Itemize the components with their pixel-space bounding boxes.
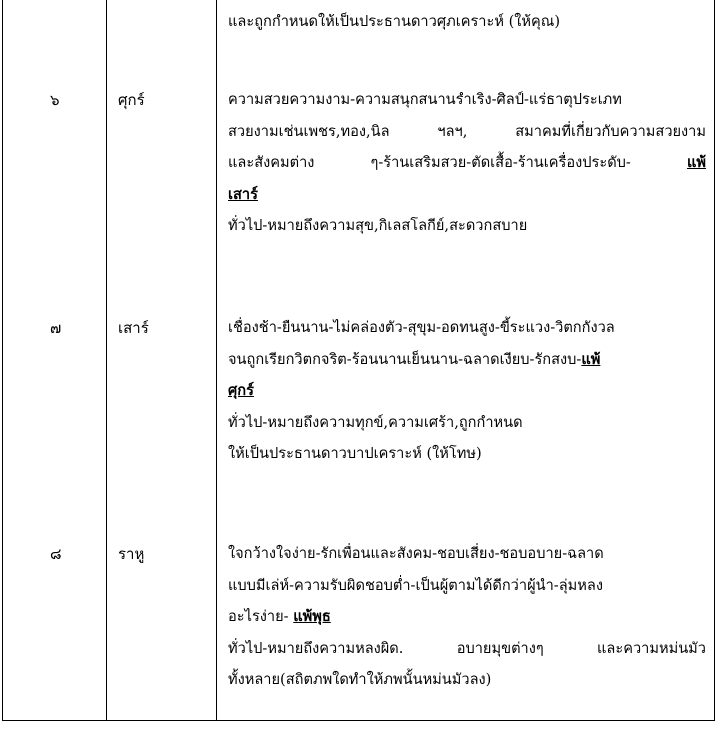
description-line: และสังคมต่าง ๆ-ร้านเสริมสวย-ตัดเสื้อ-ร้านเครื่องประดับ- แพ้	[228, 154, 707, 171]
planet-name: เสาร์	[118, 319, 149, 337]
description-line: และถูกกำหนดให้เป็นประธานดาวศุภเคราะห์ (ให้คุณ)	[228, 13, 561, 30]
planet-name: ราหู	[118, 545, 145, 563]
row-number: ๗	[50, 319, 62, 337]
description-line: ใจกว้างใจง่าย-รักเพื่อนและสังคม-ชอบเสี่ยง-ชอบอบาย-ฉลาด	[228, 545, 604, 562]
column-divider	[106, 0, 107, 721]
description-cell	[228, 6, 706, 38]
general-meaning: ให้เป็นประธานดาวบาปเคราะห์ (ให้โทษ)	[228, 445, 482, 462]
enemy-planet: ศุกร์	[228, 382, 254, 399]
description-line: เชื่องช้า-ยืนนาน-ไม่คล่องตัว-สุขุม-อดทนสูง-ขี้ระแวง-วิตกกังวล	[228, 319, 615, 336]
description-line: แบบมีเล่ห์-ความรับผิดชอบต่ำ-เป็นผู้ตามได้ดีกว่าผู้นำ-ลุ่มหลง	[228, 576, 603, 594]
row-number: ๖	[50, 91, 60, 109]
description-cell	[228, 84, 706, 242]
enemy-planet: แพ้พุธ	[293, 608, 331, 625]
general-meaning: ทั่วไป-หมายถึงความสุข,กิเลสโลกีย์,สะดวกสบาย	[228, 217, 528, 234]
description-line	[228, 375, 706, 407]
enemy-planet: แพ้	[686, 154, 707, 171]
general-meaning: ทั้งหลาย(สถิตภพใดทำให้ภพนั้นหม่นมัวลง)	[228, 671, 492, 688]
description-cell	[228, 538, 706, 696]
enemy-planet: เสาร์	[228, 185, 258, 203]
row-number: ๘	[50, 545, 62, 563]
enemy-planet: แพ้	[581, 350, 601, 368]
planet-name: ศุกร์	[118, 91, 145, 109]
description-line: อะไรง่าย- แพ้พุธ	[228, 608, 331, 625]
general-meaning: ทั่วไป-หมายถึงความทุกข์,ความเศร้า,ถูกกำหนด	[228, 413, 523, 431]
description-line: สวยงามเช่นเพชร,ทอง,นิล ฯลฯ, สมาคมที่เกี่ยวกับความสวยงาม	[228, 122, 706, 140]
description-line: จนถูกเรียกวิตกจริต-ร้อนนานเย็นนาน-ฉลาดเงียบ-รักสงบ-แพ้	[228, 350, 601, 368]
general-meaning: ทั่วไป-หมายถึงความหลงผิด. อบายมุขต่างๆ และความหม่นมัว	[228, 639, 706, 657]
description-cell	[228, 312, 706, 470]
description-line	[228, 179, 706, 211]
description-line: ความสวยความงาม-ความสนุกสนานรำเริง-ศิลป์-แร่ธาตุประเภท	[228, 91, 622, 108]
column-divider	[216, 0, 217, 721]
